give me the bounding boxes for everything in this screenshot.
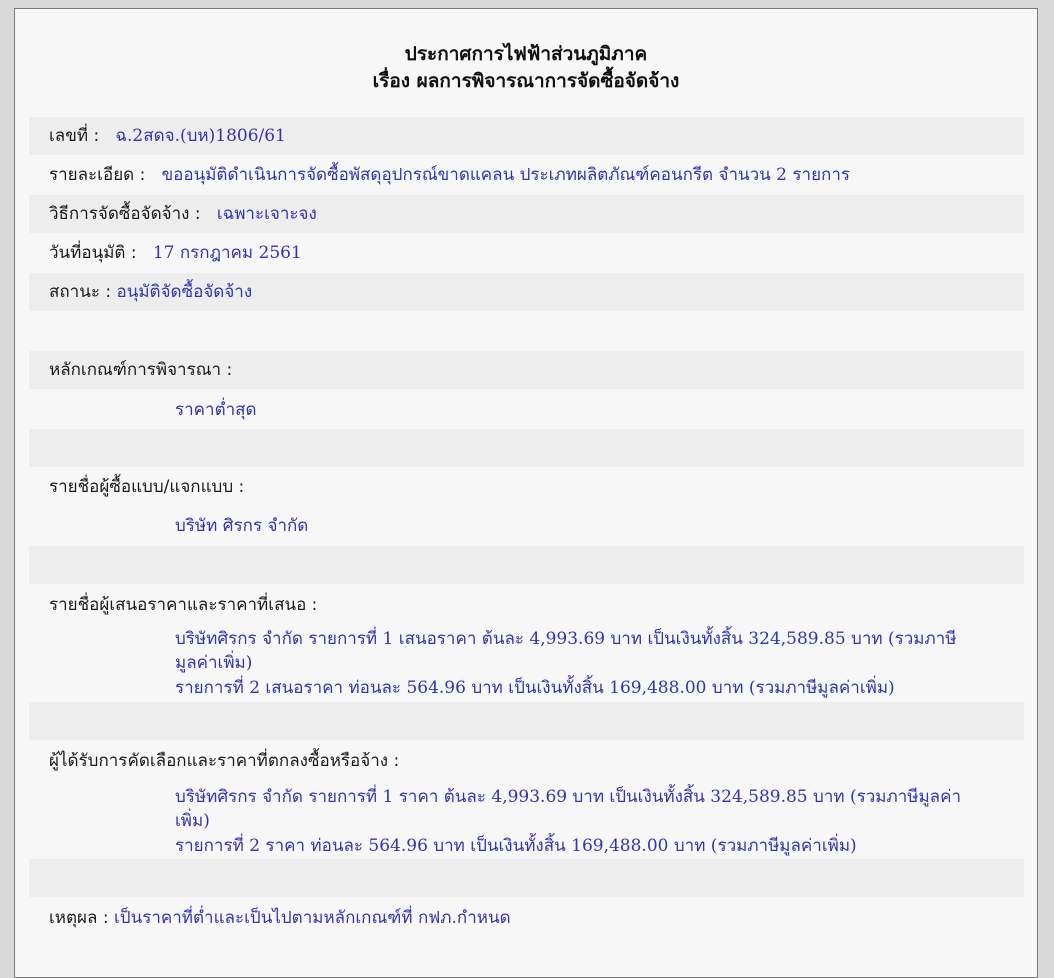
- selected-line: เพิ่ม): [175, 811, 210, 831]
- reason-label: เหตุผล :: [49, 908, 109, 928]
- bidders-line: มูลค่าเพิ่ม): [175, 653, 253, 673]
- reason-row: [49, 906, 1025, 931]
- field-method-value: เฉพาะเจาะจง: [216, 204, 317, 224]
- field-method-label: วิธีการจัดซื้อจัดจ้าง :: [49, 204, 201, 224]
- buyers-value: บริษัท ศิรกร จำกัด: [175, 516, 309, 536]
- field-detail: [49, 163, 1025, 188]
- selected-line: บริษัทศิรกร จำกัด รายการที่ 1 ราคา ต้นละ 4,993.69 บาท เป็นเงินทั้งสิ้น 324,589.85 บาท (รวมภาษีมูลค่า: [175, 787, 961, 807]
- bidders-label: รายชื่อผู้เสนอราคาและราคาที่เสนอ :: [49, 595, 318, 615]
- row-band: [29, 429, 1024, 467]
- field-status: [49, 280, 1025, 305]
- bidders-line: รายการที่ 2 เสนอราคา ท่อนละ 564.96 บาท เป็นเงินทั้งสิ้น 169,488.00 บาท (รวมภาษีมูลค่าเพิ่ม): [175, 678, 895, 698]
- page-title: ประกาศการไฟฟ้าส่วนภูมิภาค: [404, 43, 648, 65]
- field-number-label: เลขที่ :: [49, 126, 100, 146]
- criteria-value: ราคาต่ำสุด: [175, 400, 257, 420]
- announcement-panel: [14, 8, 1038, 978]
- field-date-value: 17 กรกฎาคม 2561: [152, 243, 302, 263]
- row-band: [29, 546, 1024, 584]
- buyers-label: รายชื่อผู้ซื้อแบบ/แจกแบบ :: [49, 477, 245, 497]
- field-date-label: วันที่อนุมัติ :: [49, 243, 137, 263]
- reason-value: เป็นราคาที่ต่ำและเป็นไปตามหลักเกณฑ์ที่ กฟภ.กำหนด: [113, 908, 511, 928]
- page-subtitle: เรื่อง ผลการพิจารณาการจัดซื้อจัดจ้าง: [372, 70, 680, 92]
- field-number: [49, 124, 1025, 149]
- field-detail-value: ขออนุมัติดำเนินการจัดซื้อพัสดุอุปกรณ์ขาดแคลน ประเภทผลิตภัณฑ์คอนกรีต จำนวน 2 รายการ: [161, 165, 851, 185]
- criteria-label: หลักเกณฑ์การพิจารณา :: [49, 360, 233, 380]
- selected-label: ผู้ได้รับการคัดเลือกและราคาที่ตกลงซื้อหรือจ้าง :: [49, 751, 400, 771]
- field-detail-label: รายละเอียด :: [49, 165, 146, 185]
- field-status-label: สถานะ :: [49, 282, 112, 302]
- selected-line: รายการที่ 2 ราคา ท่อนละ 564.96 บาท เป็นเงินทั้งสิ้น 169,488.00 บาท (รวมภาษีมูลค่าเพิ่ม): [175, 836, 857, 856]
- field-status-value: อนุมัติจัดซื้อจัดจ้าง: [116, 282, 253, 302]
- row-band: [29, 702, 1024, 740]
- row-band: [29, 859, 1024, 897]
- bidders-line: บริษัทศิรกร จำกัด รายการที่ 1 เสนอราคา ต้นละ 4,993.69 บาท เป็นเงินทั้งสิ้น 324,589.85 บาท (รวมภาษี: [175, 629, 957, 649]
- field-method: [49, 202, 1025, 227]
- field-date: [49, 241, 1025, 266]
- field-number-value: ฉ.2สดจ.(บห)1806/61: [115, 126, 286, 146]
